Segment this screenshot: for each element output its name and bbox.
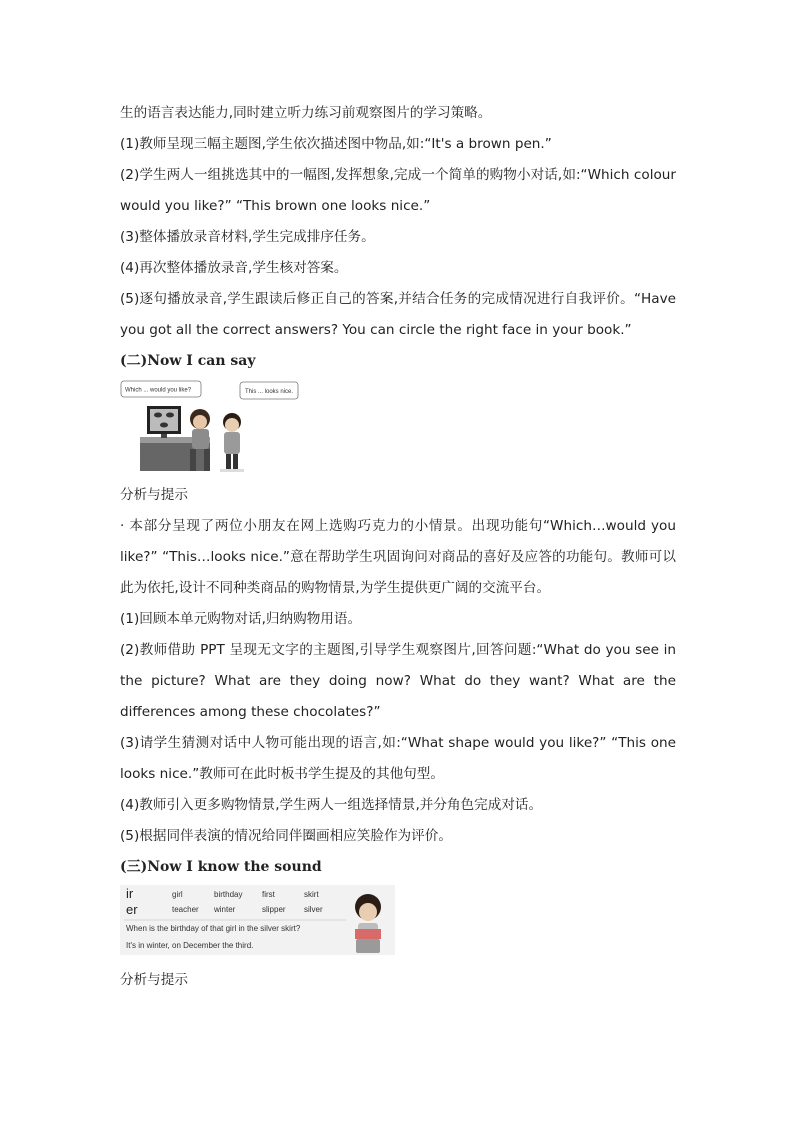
word-slipper: slipper [262, 905, 286, 914]
section-heading-now-i-know-the-sound: (三)Now I know the sound [120, 859, 322, 875]
word-silver: silver [304, 905, 323, 914]
sound-er: er [126, 902, 138, 917]
word-skirt: skirt [304, 890, 319, 899]
step-2: (2)学生两人一组挑选其中的一幅图,发挥想象,完成一个简单的购物小对话,如:“Which colour would you like?” “This brown one looks nice.” [120, 167, 676, 214]
shopping-illustration [120, 379, 300, 474]
phonics-image [120, 885, 395, 955]
step-4: (4)再次整体播放录音,学生核对答案。 [120, 260, 348, 276]
step-3: (3)整体播放录音材料,学生完成排序任务。 [120, 229, 375, 245]
document-page [120, 98, 676, 996]
phonics-question: When is the birthday of that girl in the silver skirt? [126, 924, 301, 933]
step-5: (5)逐句播放录音,学生跟读后修正自己的答案,并结合任务的完成情况进行自我评价。“Have you got all the correct answers? You can circle the right face in your book.” [120, 291, 676, 338]
word-winter: winter [214, 905, 236, 914]
sound-ir: ir [126, 886, 134, 901]
analysis-title-2: 分析与提示 [120, 972, 188, 988]
word-girl: girl [172, 890, 183, 899]
phonics-answer: It's in winter, on December the third. [126, 941, 254, 950]
analysis-text-1: · 本部分呈现了两位小朋友在网上选购巧克力的小情景。出现功能句“Which…would you like?” “This…looks nice.”意在帮助学生巩固询问对商品的喜好及应答的功能句。教师可以此为依托,设计不同种类商品的购物情景,为学生提供更广阔的交流平台。 [120, 518, 676, 596]
s2-step-5: (5)根据同伴表演的情况给同伴圈画相应笑脸作为评价。 [120, 828, 452, 844]
word-teacher: teacher [172, 905, 199, 914]
shopping-scene-image [120, 379, 300, 474]
bubble-left-text: Which ... would you like? [125, 387, 192, 394]
bubble-right-text: This ... looks nice. [245, 389, 294, 395]
intro-paragraph: 生的语言表达能力,同时建立听力练习前观察图片的学习策略。 [120, 105, 492, 121]
step-1: (1)教师呈现三幅主题图,学生依次描述图中物品,如:“It's a brown pen.” [120, 136, 552, 152]
word-birthday: birthday [214, 890, 243, 899]
analysis-title-1: 分析与提示 [120, 487, 188, 503]
s2-step-4: (4)教师引入更多购物情景,学生两人一组选择情景,并分角色完成对话。 [120, 797, 543, 813]
s2-step-1: (1)回顾本单元购物对话,归纳购物用语。 [120, 611, 362, 627]
section-heading-now-i-can-say: (二)Now I can say [120, 353, 256, 369]
s2-step-2: (2)教师借助 PPT 呈现无文字的主题图,引导学生观察图片,回答问题:“What do you see in the picture? What are they doing now? What do they want? What are the differences among these chocolates?” [120, 642, 676, 720]
word-first: first [262, 890, 275, 899]
phonics-illustration [120, 885, 395, 955]
s2-step-3: (3)请学生猜测对话中人物可能出现的语言,如:“What shape would you like?” “This one looks nice.”教师可在此时板书学生提及的其他句型。 [120, 735, 676, 782]
